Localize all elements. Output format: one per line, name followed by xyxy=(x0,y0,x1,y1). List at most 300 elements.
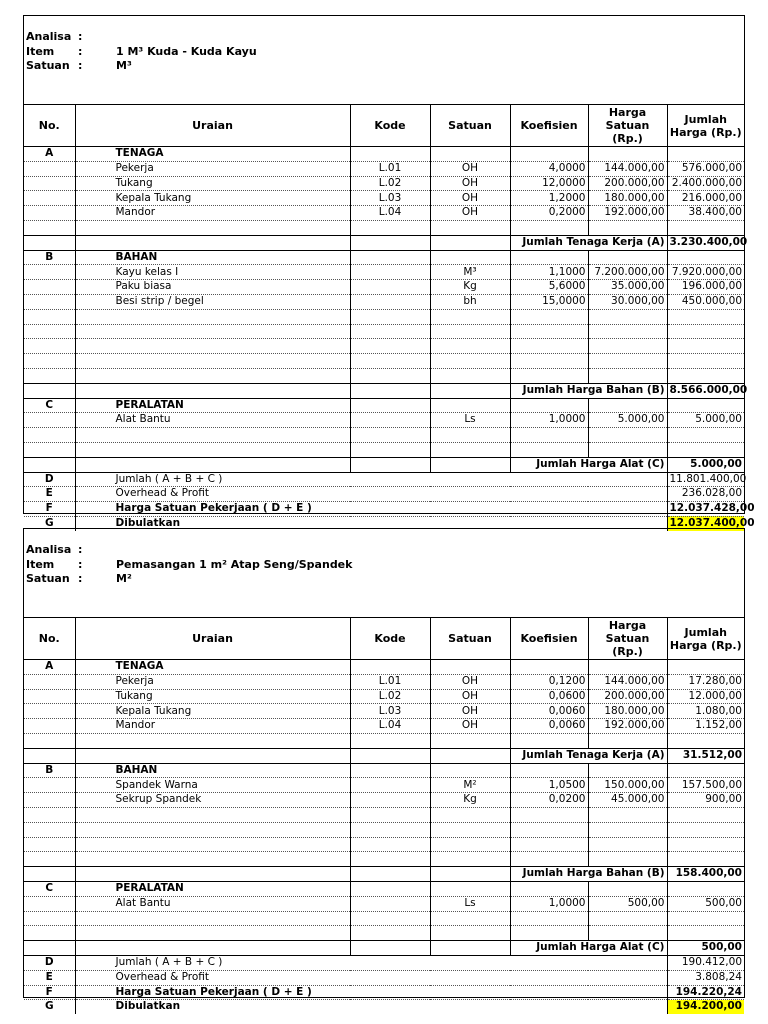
item-description: Mandor xyxy=(75,719,350,734)
header-value-satuan: M² xyxy=(116,572,132,585)
summary-number: F xyxy=(24,985,75,1000)
empty-cell xyxy=(350,250,430,265)
item-description: Tukang xyxy=(75,689,350,704)
subtotal-value: 8.566.000,00 xyxy=(667,383,744,398)
item-coefficient: 12,0000 xyxy=(510,176,588,191)
empty-cell xyxy=(667,926,744,941)
header-value-satuan: M³ xyxy=(116,59,132,72)
empty-cell xyxy=(350,822,430,837)
empty-cell xyxy=(588,733,667,748)
section-number: C xyxy=(24,881,75,896)
subtotal-row xyxy=(24,748,744,763)
summary-value: 12.037.428,00 xyxy=(667,502,744,517)
empty-cell xyxy=(24,280,75,295)
summary-label: Dibulatkan xyxy=(115,1000,181,1013)
empty-cell xyxy=(24,176,75,191)
empty-cell xyxy=(588,926,667,941)
header-colon: : xyxy=(78,557,83,571)
empty-cell xyxy=(75,852,350,867)
empty-cell xyxy=(24,867,75,882)
header-label-analisa: Analisa xyxy=(26,543,72,556)
blank-row xyxy=(24,309,744,324)
subtotal-value: 31.512,00 xyxy=(667,748,744,763)
empty-cell xyxy=(430,235,510,250)
empty-cell xyxy=(75,822,350,837)
empty-cell xyxy=(667,911,744,926)
empty-cell xyxy=(510,926,588,941)
empty-cell xyxy=(350,837,430,852)
empty-cell xyxy=(588,398,667,413)
column-header: Harga Satuan (Rp.) xyxy=(588,618,667,660)
table-row xyxy=(24,674,744,689)
empty-cell xyxy=(24,442,75,457)
item-code xyxy=(350,413,430,428)
section-title-row xyxy=(24,250,744,265)
empty-cell xyxy=(24,220,75,235)
empty-cell xyxy=(24,368,75,383)
empty-cell xyxy=(588,428,667,443)
item-description: Paku biasa xyxy=(75,280,350,295)
empty-cell xyxy=(588,911,667,926)
table-row xyxy=(24,265,744,280)
blank-row xyxy=(24,339,744,354)
item-unit-price: 200.000,00 xyxy=(588,689,667,704)
column-header: Koefisien xyxy=(510,105,588,147)
header-colon: : xyxy=(78,543,83,556)
item-unit: Ls xyxy=(430,413,510,428)
empty-cell xyxy=(667,660,744,675)
blank-row xyxy=(24,822,744,837)
empty-cell xyxy=(588,339,667,354)
header-colon: : xyxy=(78,572,83,585)
section-title-row xyxy=(24,660,744,675)
item-coefficient: 0,0200 xyxy=(510,793,588,808)
item-description: Mandor xyxy=(75,206,350,221)
blank-row xyxy=(24,733,744,748)
item-code xyxy=(350,778,430,793)
blank-row xyxy=(24,837,744,852)
empty-cell xyxy=(24,941,75,956)
item-code xyxy=(350,280,430,295)
item-code: L.03 xyxy=(350,191,430,206)
empty-cell xyxy=(24,778,75,793)
summary-number: F xyxy=(24,502,75,517)
empty-cell xyxy=(350,867,430,882)
empty-cell xyxy=(24,926,75,941)
item-description: Sekrup Spandek xyxy=(75,793,350,808)
summary-row-e xyxy=(24,970,744,985)
table-row xyxy=(24,793,744,808)
analysis-table xyxy=(24,617,744,1014)
summary-row-d xyxy=(24,955,744,970)
item-code xyxy=(350,265,430,280)
item-code: L.04 xyxy=(350,206,430,221)
empty-cell xyxy=(430,368,510,383)
empty-cell xyxy=(430,763,510,778)
item-unit: OH xyxy=(430,161,510,176)
item-total: 500,00 xyxy=(667,896,744,911)
item-coefficient: 1,2000 xyxy=(510,191,588,206)
item-unit-price: 180.000,00 xyxy=(588,191,667,206)
empty-cell xyxy=(588,368,667,383)
empty-cell xyxy=(510,354,588,369)
table-row xyxy=(24,191,744,206)
item-total: 7.920.000,00 xyxy=(667,265,744,280)
section-title-row xyxy=(24,881,744,896)
subtotal-row xyxy=(24,235,744,250)
item-unit-price: 200.000,00 xyxy=(588,176,667,191)
item-unit-price: 7.200.000,00 xyxy=(588,265,667,280)
empty-cell xyxy=(24,383,75,398)
empty-cell xyxy=(350,442,430,457)
item-unit-price: 30.000,00 xyxy=(588,294,667,309)
empty-cell xyxy=(667,733,744,748)
empty-cell xyxy=(430,911,510,926)
empty-cell xyxy=(75,354,350,369)
item-coefficient: 0,0060 xyxy=(510,719,588,734)
empty-cell xyxy=(667,763,744,778)
empty-cell xyxy=(24,294,75,309)
item-code: L.04 xyxy=(350,719,430,734)
empty-cell xyxy=(588,763,667,778)
empty-cell xyxy=(75,867,350,882)
empty-cell xyxy=(75,220,350,235)
column-header: Uraian xyxy=(75,105,350,147)
empty-cell xyxy=(350,324,430,339)
column-header: No. xyxy=(24,105,75,147)
table-row xyxy=(24,280,744,295)
header-label-analisa: Analisa xyxy=(26,30,72,43)
column-header: Satuan xyxy=(430,105,510,147)
item-description: Alat Bantu xyxy=(75,413,350,428)
section-title: TENAGA xyxy=(75,147,350,162)
item-description: Pekerja xyxy=(75,674,350,689)
item-total: 157.500,00 xyxy=(667,778,744,793)
empty-cell xyxy=(667,339,744,354)
summary-row-g xyxy=(24,1000,744,1014)
empty-cell xyxy=(430,428,510,443)
empty-cell xyxy=(430,457,510,472)
summary-number: G xyxy=(24,516,75,530)
section-number: A xyxy=(24,147,75,162)
summary-label: Jumlah ( A + B + C ) xyxy=(75,472,667,487)
item-coefficient: 0,0600 xyxy=(510,689,588,704)
section-number: C xyxy=(24,398,75,413)
subtotal-value: 500,00 xyxy=(667,941,744,956)
item-code: L.02 xyxy=(350,176,430,191)
item-code xyxy=(350,294,430,309)
item-description: Spandek Warna xyxy=(75,778,350,793)
header-value-item: 1 M³ Kuda - Kuda Kayu xyxy=(116,44,257,58)
item-coefficient: 0,2000 xyxy=(510,206,588,221)
section-title: BAHAN xyxy=(75,250,350,265)
empty-cell xyxy=(667,309,744,324)
header-colon: : xyxy=(78,44,83,58)
empty-cell xyxy=(588,220,667,235)
section-number: B xyxy=(24,763,75,778)
empty-cell xyxy=(350,147,430,162)
empty-cell xyxy=(350,235,430,250)
section-title: TENAGA xyxy=(75,660,350,675)
subtotal-row xyxy=(24,383,744,398)
table-row xyxy=(24,413,744,428)
empty-cell xyxy=(24,191,75,206)
item-unit: OH xyxy=(430,674,510,689)
blank-row xyxy=(24,926,744,941)
empty-cell xyxy=(510,763,588,778)
empty-cell xyxy=(350,881,430,896)
empty-cell xyxy=(75,807,350,822)
section-number: B xyxy=(24,250,75,265)
empty-cell xyxy=(24,793,75,808)
empty-cell xyxy=(430,324,510,339)
empty-cell xyxy=(350,911,430,926)
empty-cell xyxy=(350,220,430,235)
item-unit: M³ xyxy=(430,265,510,280)
item-code xyxy=(350,793,430,808)
item-description: Tukang xyxy=(75,176,350,191)
empty-cell xyxy=(510,147,588,162)
empty-cell xyxy=(588,250,667,265)
empty-cell xyxy=(350,428,430,443)
empty-cell xyxy=(350,339,430,354)
empty-cell xyxy=(350,354,430,369)
empty-cell xyxy=(667,837,744,852)
subtotal-value: 158.400,00 xyxy=(667,867,744,882)
item-unit: OH xyxy=(430,176,510,191)
table-row xyxy=(24,176,744,191)
item-total: 450.000,00 xyxy=(667,294,744,309)
column-header: Jumlah Harga (Rp.) xyxy=(667,618,744,660)
header-label-item: Item xyxy=(26,557,55,571)
blank-row xyxy=(24,911,744,926)
subtotal-row xyxy=(24,941,744,956)
item-unit: OH xyxy=(430,689,510,704)
empty-cell xyxy=(430,354,510,369)
table-header-row xyxy=(24,618,744,660)
empty-cell xyxy=(24,896,75,911)
blank-row xyxy=(24,852,744,867)
empty-cell xyxy=(430,250,510,265)
empty-cell xyxy=(667,324,744,339)
empty-cell xyxy=(24,807,75,822)
empty-cell xyxy=(24,852,75,867)
table-row xyxy=(24,294,744,309)
empty-cell xyxy=(667,147,744,162)
empty-cell xyxy=(510,881,588,896)
item-description: Alat Bantu xyxy=(75,896,350,911)
empty-cell xyxy=(350,926,430,941)
item-unit: Kg xyxy=(430,793,510,808)
summary-number: G xyxy=(24,1000,75,1014)
analysis-block-1 xyxy=(23,15,755,530)
empty-cell xyxy=(75,941,350,956)
summary-number: E xyxy=(24,487,75,502)
empty-cell xyxy=(430,852,510,867)
empty-cell xyxy=(510,220,588,235)
header-value-item: Pemasangan 1 m² Atap Seng/Spandek xyxy=(116,557,353,571)
empty-cell xyxy=(667,368,744,383)
section-title-row xyxy=(24,147,744,162)
empty-cell xyxy=(667,354,744,369)
empty-cell xyxy=(430,926,510,941)
header-label-satuan: Satuan xyxy=(26,572,70,585)
item-unit-price: 192.000,00 xyxy=(588,206,667,221)
item-coefficient: 1,1000 xyxy=(510,265,588,280)
item-code: L.01 xyxy=(350,674,430,689)
empty-cell xyxy=(588,309,667,324)
item-total: 900,00 xyxy=(667,793,744,808)
empty-cell xyxy=(75,428,350,443)
empty-cell xyxy=(350,763,430,778)
item-unit-price: 144.000,00 xyxy=(588,161,667,176)
summary-label: Overhead & Profit xyxy=(75,487,667,502)
item-coefficient: 0,0060 xyxy=(510,704,588,719)
subtotal-label: Jumlah Harga Bahan (B) xyxy=(510,867,667,882)
empty-cell xyxy=(510,822,588,837)
item-code: L.01 xyxy=(350,161,430,176)
item-unit: OH xyxy=(430,191,510,206)
subtotal-label: Jumlah Harga Bahan (B) xyxy=(510,383,667,398)
empty-cell xyxy=(24,704,75,719)
empty-cell xyxy=(24,265,75,280)
empty-cell xyxy=(430,837,510,852)
section-title: BAHAN xyxy=(75,763,350,778)
empty-cell xyxy=(510,442,588,457)
table-row xyxy=(24,689,744,704)
empty-cell xyxy=(430,867,510,882)
header-colon: : xyxy=(78,30,83,43)
empty-cell xyxy=(667,807,744,822)
empty-cell xyxy=(510,250,588,265)
item-coefficient: 1,0500 xyxy=(510,778,588,793)
empty-cell xyxy=(24,733,75,748)
item-description: Besi strip / begel xyxy=(75,294,350,309)
empty-cell xyxy=(430,941,510,956)
header-colon: : xyxy=(78,59,83,72)
summary-label: Harga Satuan Pekerjaan ( D + E ) xyxy=(75,502,667,517)
empty-cell xyxy=(510,309,588,324)
empty-cell xyxy=(667,442,744,457)
summary-label: Overhead & Profit xyxy=(75,970,667,985)
empty-cell xyxy=(430,220,510,235)
column-header: Kode xyxy=(350,618,430,660)
empty-cell xyxy=(667,822,744,837)
item-coefficient: 5,6000 xyxy=(510,280,588,295)
empty-cell xyxy=(430,881,510,896)
empty-cell xyxy=(350,457,430,472)
empty-cell xyxy=(430,309,510,324)
empty-cell xyxy=(24,339,75,354)
item-unit: M² xyxy=(430,778,510,793)
item-unit: Kg xyxy=(430,280,510,295)
empty-cell xyxy=(430,748,510,763)
subtotal-label: Jumlah Tenaga Kerja (A) xyxy=(510,748,667,763)
empty-cell xyxy=(75,911,350,926)
empty-cell xyxy=(588,807,667,822)
item-unit: OH xyxy=(430,704,510,719)
item-unit-price: 5.000,00 xyxy=(588,413,667,428)
subtotal-row xyxy=(24,457,744,472)
analysis-block-2 xyxy=(23,528,745,1013)
subtotal-label: Jumlah Harga Alat (C) xyxy=(510,457,667,472)
item-unit-price: 180.000,00 xyxy=(588,704,667,719)
empty-cell xyxy=(24,354,75,369)
item-unit: OH xyxy=(430,206,510,221)
empty-cell xyxy=(588,442,667,457)
empty-cell xyxy=(350,733,430,748)
subtotal-value: 3.230.400,00 xyxy=(667,235,744,250)
empty-cell xyxy=(430,807,510,822)
empty-cell xyxy=(75,733,350,748)
empty-cell xyxy=(510,398,588,413)
header-label-satuan: Satuan xyxy=(26,59,70,72)
item-description: Pekerja xyxy=(75,161,350,176)
empty-cell xyxy=(510,368,588,383)
empty-cell xyxy=(430,660,510,675)
item-unit: Ls xyxy=(430,896,510,911)
blank-row xyxy=(24,324,744,339)
summary-label: Jumlah ( A + B + C ) xyxy=(75,955,667,970)
empty-cell xyxy=(667,398,744,413)
item-code xyxy=(350,896,430,911)
summary-value: 194.200,00 xyxy=(667,1000,744,1014)
empty-cell xyxy=(75,368,350,383)
item-unit-price: 500,00 xyxy=(588,896,667,911)
summary-number: D xyxy=(24,955,75,970)
empty-cell xyxy=(588,147,667,162)
empty-cell xyxy=(667,881,744,896)
item-total: 17.280,00 xyxy=(667,674,744,689)
table-row xyxy=(24,161,744,176)
empty-cell xyxy=(75,324,350,339)
item-code: L.02 xyxy=(350,689,430,704)
empty-cell xyxy=(75,748,350,763)
item-description: Kepala Tukang xyxy=(75,704,350,719)
empty-cell xyxy=(24,837,75,852)
empty-cell xyxy=(24,457,75,472)
summary-value: 190.412,00 xyxy=(667,955,744,970)
empty-cell xyxy=(75,339,350,354)
item-coefficient: 0,1200 xyxy=(510,674,588,689)
empty-cell xyxy=(667,250,744,265)
item-coefficient: 1,0000 xyxy=(510,896,588,911)
summary-row-d xyxy=(24,472,744,487)
summary-label: Dibulatkan xyxy=(115,517,181,530)
empty-cell xyxy=(350,852,430,867)
blank-row xyxy=(24,354,744,369)
item-unit: OH xyxy=(430,719,510,734)
item-coefficient: 1,0000 xyxy=(510,413,588,428)
column-header: No. xyxy=(24,618,75,660)
header-label-item: Item xyxy=(26,44,55,58)
item-total: 1.080,00 xyxy=(667,704,744,719)
subtotal-value: 5.000,00 xyxy=(667,457,744,472)
empty-cell xyxy=(510,324,588,339)
table-row xyxy=(24,704,744,719)
summary-value: 236.028,00 xyxy=(667,487,744,502)
column-header: Satuan xyxy=(430,618,510,660)
column-header: Kode xyxy=(350,105,430,147)
empty-cell xyxy=(24,674,75,689)
empty-cell xyxy=(510,911,588,926)
empty-cell xyxy=(350,941,430,956)
empty-cell xyxy=(24,413,75,428)
analysis-table xyxy=(24,104,755,531)
section-title-row xyxy=(24,763,744,778)
empty-cell xyxy=(510,428,588,443)
empty-cell xyxy=(588,660,667,675)
